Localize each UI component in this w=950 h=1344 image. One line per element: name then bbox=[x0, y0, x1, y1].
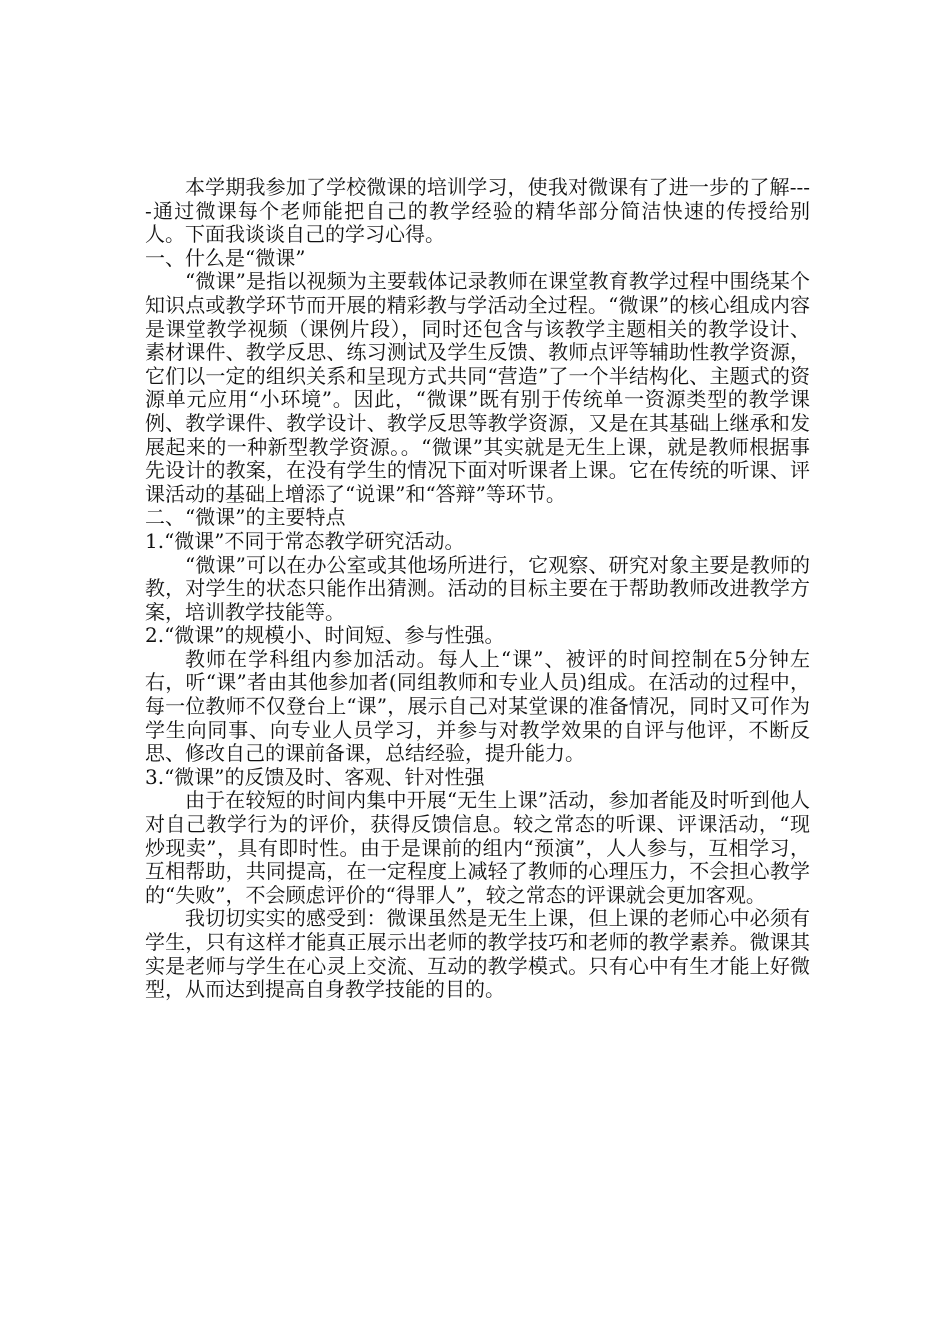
feature-paragraph-2: 教师在学科组内参加活动。每人上“课”、被评的时间控制在5分钟左右，听“课”者由其他参加者(同组教师和专业人员)组成。在活动的过程中，每一位教师不仅登台上“课”，展示自己对某堂课的准备情况，同时又可作为学生向同事、向专业人员学习，并参与对教学效果的自评与他评，不断反思、修改自己的课前备课，总结经验，提升能力。 bbox=[145, 646, 810, 766]
feature-paragraph-1: “微课”可以在办公室或其他场所进行，它观察、研究对象主要是教师的教，对学生的状态只能作出猜测。活动的目标主要在于帮助教师改进教学方案，培训教学技能等。 bbox=[145, 552, 810, 624]
feature-heading-2: 2.“微课”的规模小、时间短、参与性强。 bbox=[145, 623, 505, 648]
feature-heading-1: 1.“微课”不同于常态教学研究活动。 bbox=[145, 528, 465, 553]
intro-paragraph: 本学期我参加了学校微课的培训学习，使我对微课有了进一步的了解----通过微课每个老师能把自己的教学经验的精华部分简洁快速的传授给别人。下面我谈谈自己的学习心得。 bbox=[145, 175, 810, 247]
feature-heading-3: 3.“微课”的反馈及时、客观、针对性强 bbox=[145, 764, 485, 789]
definition-paragraph: “微课”是指以视频为主要载体记录教师在课堂教育教学过程中围绕某个知识点或教学环节而开展的精彩教与学活动全过程。“微课”的核心组成内容是课堂教学视频（课例片段），同时还包含与该教学主题相关的教学设计、素材课件、教学反思、练习测试及学生反馈、教师点评等辅助性教学资源，它们以一定的组织关系和呈现方式共同“营造”了一个半结构化、主题式的资源单元应用“小环境”。因此，“微课”既有别于传统单一资源类型的教学课例、教学课件、教学设计、教学反思等教学资源，又是在其基础上继承和发展起来的一种新型教学资源。。“微课”其实就是无生上课，就是教师根据事先设计的教案，在没有学生的情况下面对听课者上课。它在传统的听课、评课活动的基础上增添了“说课”和“答辩”等环节。 bbox=[145, 269, 810, 506]
document-body bbox=[145, 176, 810, 1002]
conclusion-paragraph: 我切切实实的感受到：微课虽然是无生上课，但上课的老师心中必须有学生，只有这样才能真正展示出老师的教学技巧和老师的教学素养。微课其实是老师与学生在心灵上交流、互动的教学模式。只有心中有生才能上好微型，从而达到提高自身教学技能的目的。 bbox=[145, 906, 810, 1002]
section-heading-main-features: 二、“微课”的主要特点 bbox=[145, 505, 346, 530]
feature-paragraph-3: 由于在较短的时间内集中开展“无生上课”活动，参加者能及时听到他人对自己教学行为的评价，获得反馈信息。较之常态的听课、评课活动，“现炒现卖”，具有即时性。由于是课前的组内“预演”，人人参与，互相学习，互相帮助，共同提高，在一定程度上减轻了教师的心理压力，不会担心教学的“失败”，不会顾虑评价的“得罪人”，较之常态的评课就会更加客观。 bbox=[145, 788, 810, 907]
section-heading-what-is-microlesson: 一、什么是“微课” bbox=[145, 245, 306, 270]
